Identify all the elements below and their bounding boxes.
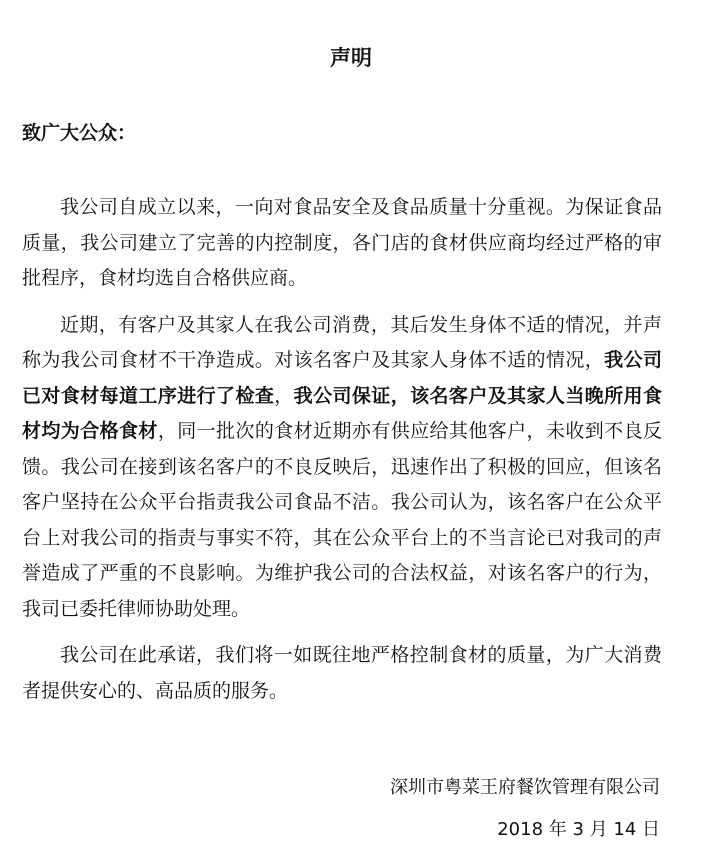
paragraph-3: 我公司在此承诺，我们将一如既往地严格控制食材的质量，为广大消费者提供安心的、高品质的服务。 — [22, 644, 662, 702]
salutation: 致广大公众： — [22, 122, 137, 144]
company-signature: 深圳市粤菜王府餐饮管理有限公司 — [390, 777, 660, 798]
paragraph-2-text: ，同一批次的食材近期亦有供应给其他客户，未收到不良反馈。我公司在接到该名客户的不良反映后，迅速作出了积极的回应，但该名客户坚持在公众平台指责我公司食品不洁。我公司认为，该名客户在公众平台上对我公司的指责与事实不符，其在公众平台上的不当言论已对我司的声誉造成了严重的不良影响。为维护我公司的合法权益，对该名客户的行为，我司已委托律师协助处理。 — [22, 420, 662, 620]
paragraph-2-text: 近期，有客户及其家人在我公司消费，其后发生身体不适的情况，并声称为我公司食材不干净造成。对该名客户及其家人身体不适的情况， — [22, 313, 662, 371]
document-body — [22, 190, 662, 720]
document-date: 2018 年 3 月 14 日 — [497, 819, 660, 840]
paragraph-2-bold-1: 我公司已对食材每道工序进行了检查 — [22, 349, 662, 407]
document-title: 声明 — [330, 46, 372, 70]
paragraph-2 — [22, 308, 662, 628]
paragraph-1: 我公司自成立以来，一向对食品安全及食品质量十分重视。为保证食品质量，我公司建立了完善的内控制度，各门店的食材供应商均经过严格的审批程序，食材均选自合格供应商。 — [22, 196, 662, 289]
paragraph-2-text: ， — [274, 384, 294, 407]
paragraph-2-bold-2: 我公司保证，该名客户及其家人当晚所用食材均为合格食材 — [22, 384, 662, 442]
